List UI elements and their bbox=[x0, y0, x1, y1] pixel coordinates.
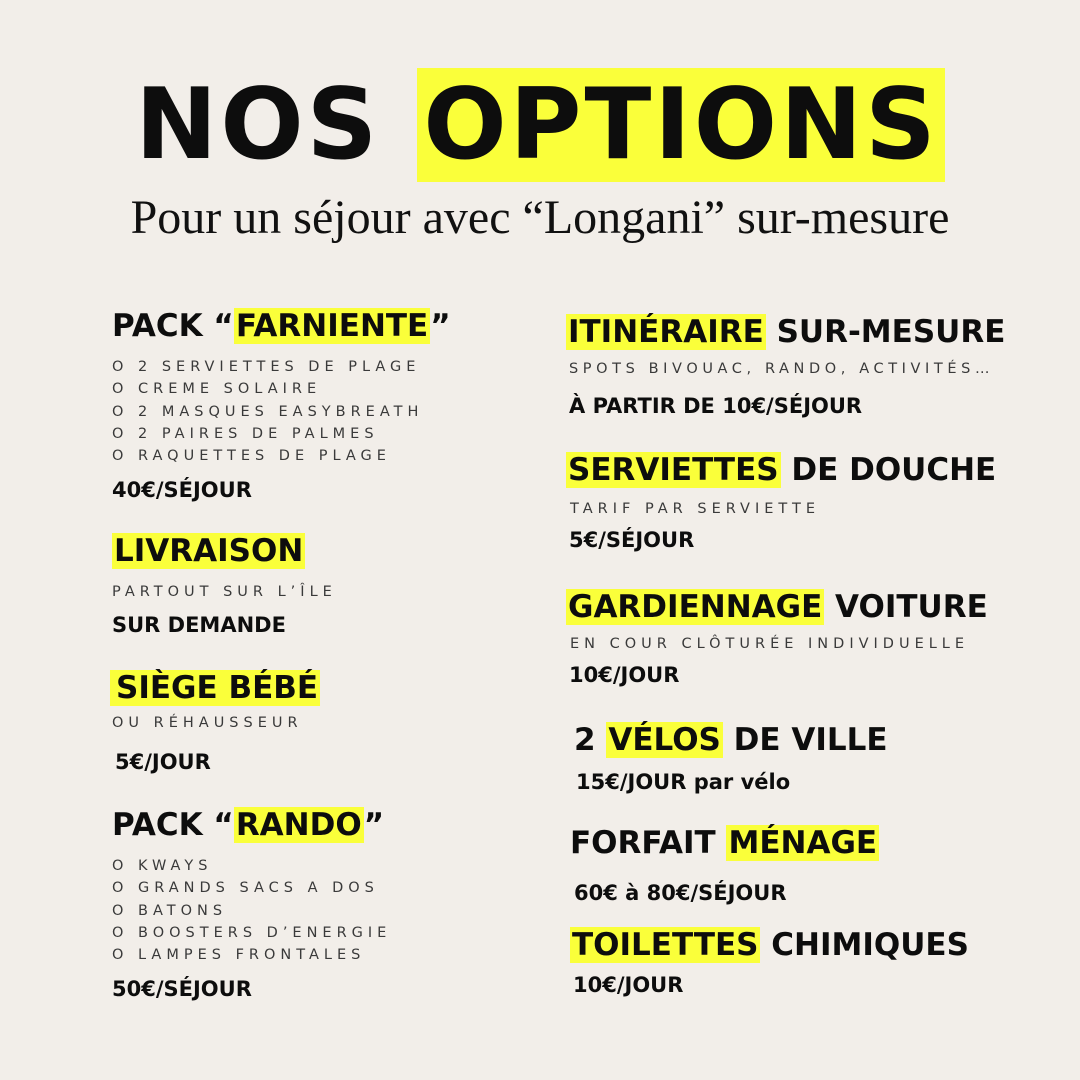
list-item: O 2 SERVIETTES DE PLAGE bbox=[112, 359, 421, 375]
title-highlight: FARNIENTE bbox=[235, 308, 429, 344]
option-price: 60€ à 80€/SÉJOUR bbox=[574, 881, 787, 905]
title-prefix: PACK “ bbox=[112, 807, 234, 843]
title-highlight: OPTIONS bbox=[417, 68, 944, 182]
title-highlight: GARDIENNAGE bbox=[568, 589, 823, 625]
title-highlight: RANDO bbox=[235, 807, 362, 843]
list-item: O BATONS bbox=[112, 902, 228, 919]
option-title bbox=[110, 670, 320, 706]
option-pack-farniente bbox=[112, 308, 451, 504]
option-price: SUR DEMANDE bbox=[112, 613, 286, 637]
option-price: À PARTIR DE 10€/SÉJOUR bbox=[569, 394, 863, 418]
title-highlight: MÉNAGE bbox=[728, 825, 878, 861]
option-title bbox=[112, 807, 391, 843]
option-price: 40€/SÉJOUR bbox=[112, 478, 252, 503]
option-livraison bbox=[112, 533, 337, 639]
title-suffix: VOITURE bbox=[824, 589, 988, 625]
option-subtitle: PARTOUT SUR L’ÎLE bbox=[112, 584, 337, 600]
option-title bbox=[566, 452, 996, 488]
option-itineraire bbox=[566, 314, 1005, 420]
option-pack-rando bbox=[112, 807, 391, 1003]
item-list bbox=[112, 356, 451, 467]
option-serviettes-douche bbox=[566, 452, 996, 554]
title-prefix: 2 bbox=[574, 722, 607, 758]
option-price: 5€/SÉJOUR bbox=[569, 528, 695, 552]
title-highlight: LIVRAISON bbox=[114, 533, 304, 569]
list-item: O LAMPES FRONTALES bbox=[112, 947, 366, 964]
option-title bbox=[570, 927, 969, 963]
title-highlight: ITINÉRAIRE bbox=[568, 314, 764, 350]
option-title bbox=[566, 314, 1005, 350]
title-prefix: FORFAIT bbox=[570, 825, 727, 861]
option-title bbox=[112, 533, 337, 569]
page-subtitle: Pour un séjour avec “Longani” sur-mesure bbox=[130, 191, 950, 244]
list-item: O 2 PAIRES DE PALMES bbox=[112, 425, 379, 442]
option-price: 15€/JOUR par vélo bbox=[576, 770, 791, 794]
page-title bbox=[0, 70, 1080, 180]
option-forfait-menage bbox=[570, 825, 879, 907]
option-toilettes-chimiques bbox=[570, 927, 969, 999]
option-subtitle: OU RÉHAUSSEUR bbox=[112, 715, 303, 731]
option-price: 50€/SÉJOUR bbox=[112, 977, 252, 1002]
list-item: O 2 MASQUES EASYBREATH bbox=[112, 403, 424, 420]
item-list bbox=[112, 855, 391, 966]
title-plain: NOS bbox=[135, 68, 418, 182]
title-highlight: TOILETTES bbox=[572, 927, 759, 963]
title-highlight: SERVIETTES bbox=[568, 452, 779, 488]
list-item: O GRANDS SACS A DOS bbox=[112, 880, 379, 897]
title-suffix: SUR-MESURE bbox=[765, 314, 1006, 350]
option-price: 10€/JOUR bbox=[573, 973, 684, 997]
list-item: O CREME SOLAIRE bbox=[112, 381, 322, 398]
option-subtitle: EN COUR CLÔTURÉE INDIVIDUELLE bbox=[570, 636, 970, 652]
option-title bbox=[112, 308, 451, 344]
option-subtitle: SPOTS BIVOUAC, RANDO, ACTIVITÉS… bbox=[569, 361, 995, 377]
option-title bbox=[570, 825, 879, 861]
title-suffix: DE VILLE bbox=[722, 722, 888, 758]
title-suffix: ” bbox=[430, 308, 451, 344]
option-title bbox=[566, 589, 988, 625]
title-highlight: SIÈGE BÉBÉ bbox=[110, 670, 320, 706]
option-title bbox=[574, 722, 888, 758]
title-prefix: PACK “ bbox=[112, 308, 234, 344]
title-suffix: ” bbox=[363, 807, 385, 843]
option-price: 5€/JOUR bbox=[115, 750, 211, 774]
option-subtitle: TARIF PAR SERVIETTE bbox=[570, 501, 820, 517]
option-gardiennage-voiture bbox=[566, 589, 988, 689]
option-siege-bebe bbox=[110, 670, 320, 776]
title-highlight: VÉLOS bbox=[608, 722, 721, 758]
title-suffix: CHIMIQUES bbox=[760, 927, 969, 963]
list-item: O BOOSTERS D’ENERGIE bbox=[112, 924, 392, 941]
list-item: O RAQUETTES DE PLAGE bbox=[112, 448, 391, 465]
list-item: O KWAYS bbox=[112, 858, 213, 874]
option-price: 10€/JOUR bbox=[569, 663, 680, 687]
title-suffix: DE DOUCHE bbox=[780, 452, 997, 488]
option-velos bbox=[574, 722, 888, 796]
